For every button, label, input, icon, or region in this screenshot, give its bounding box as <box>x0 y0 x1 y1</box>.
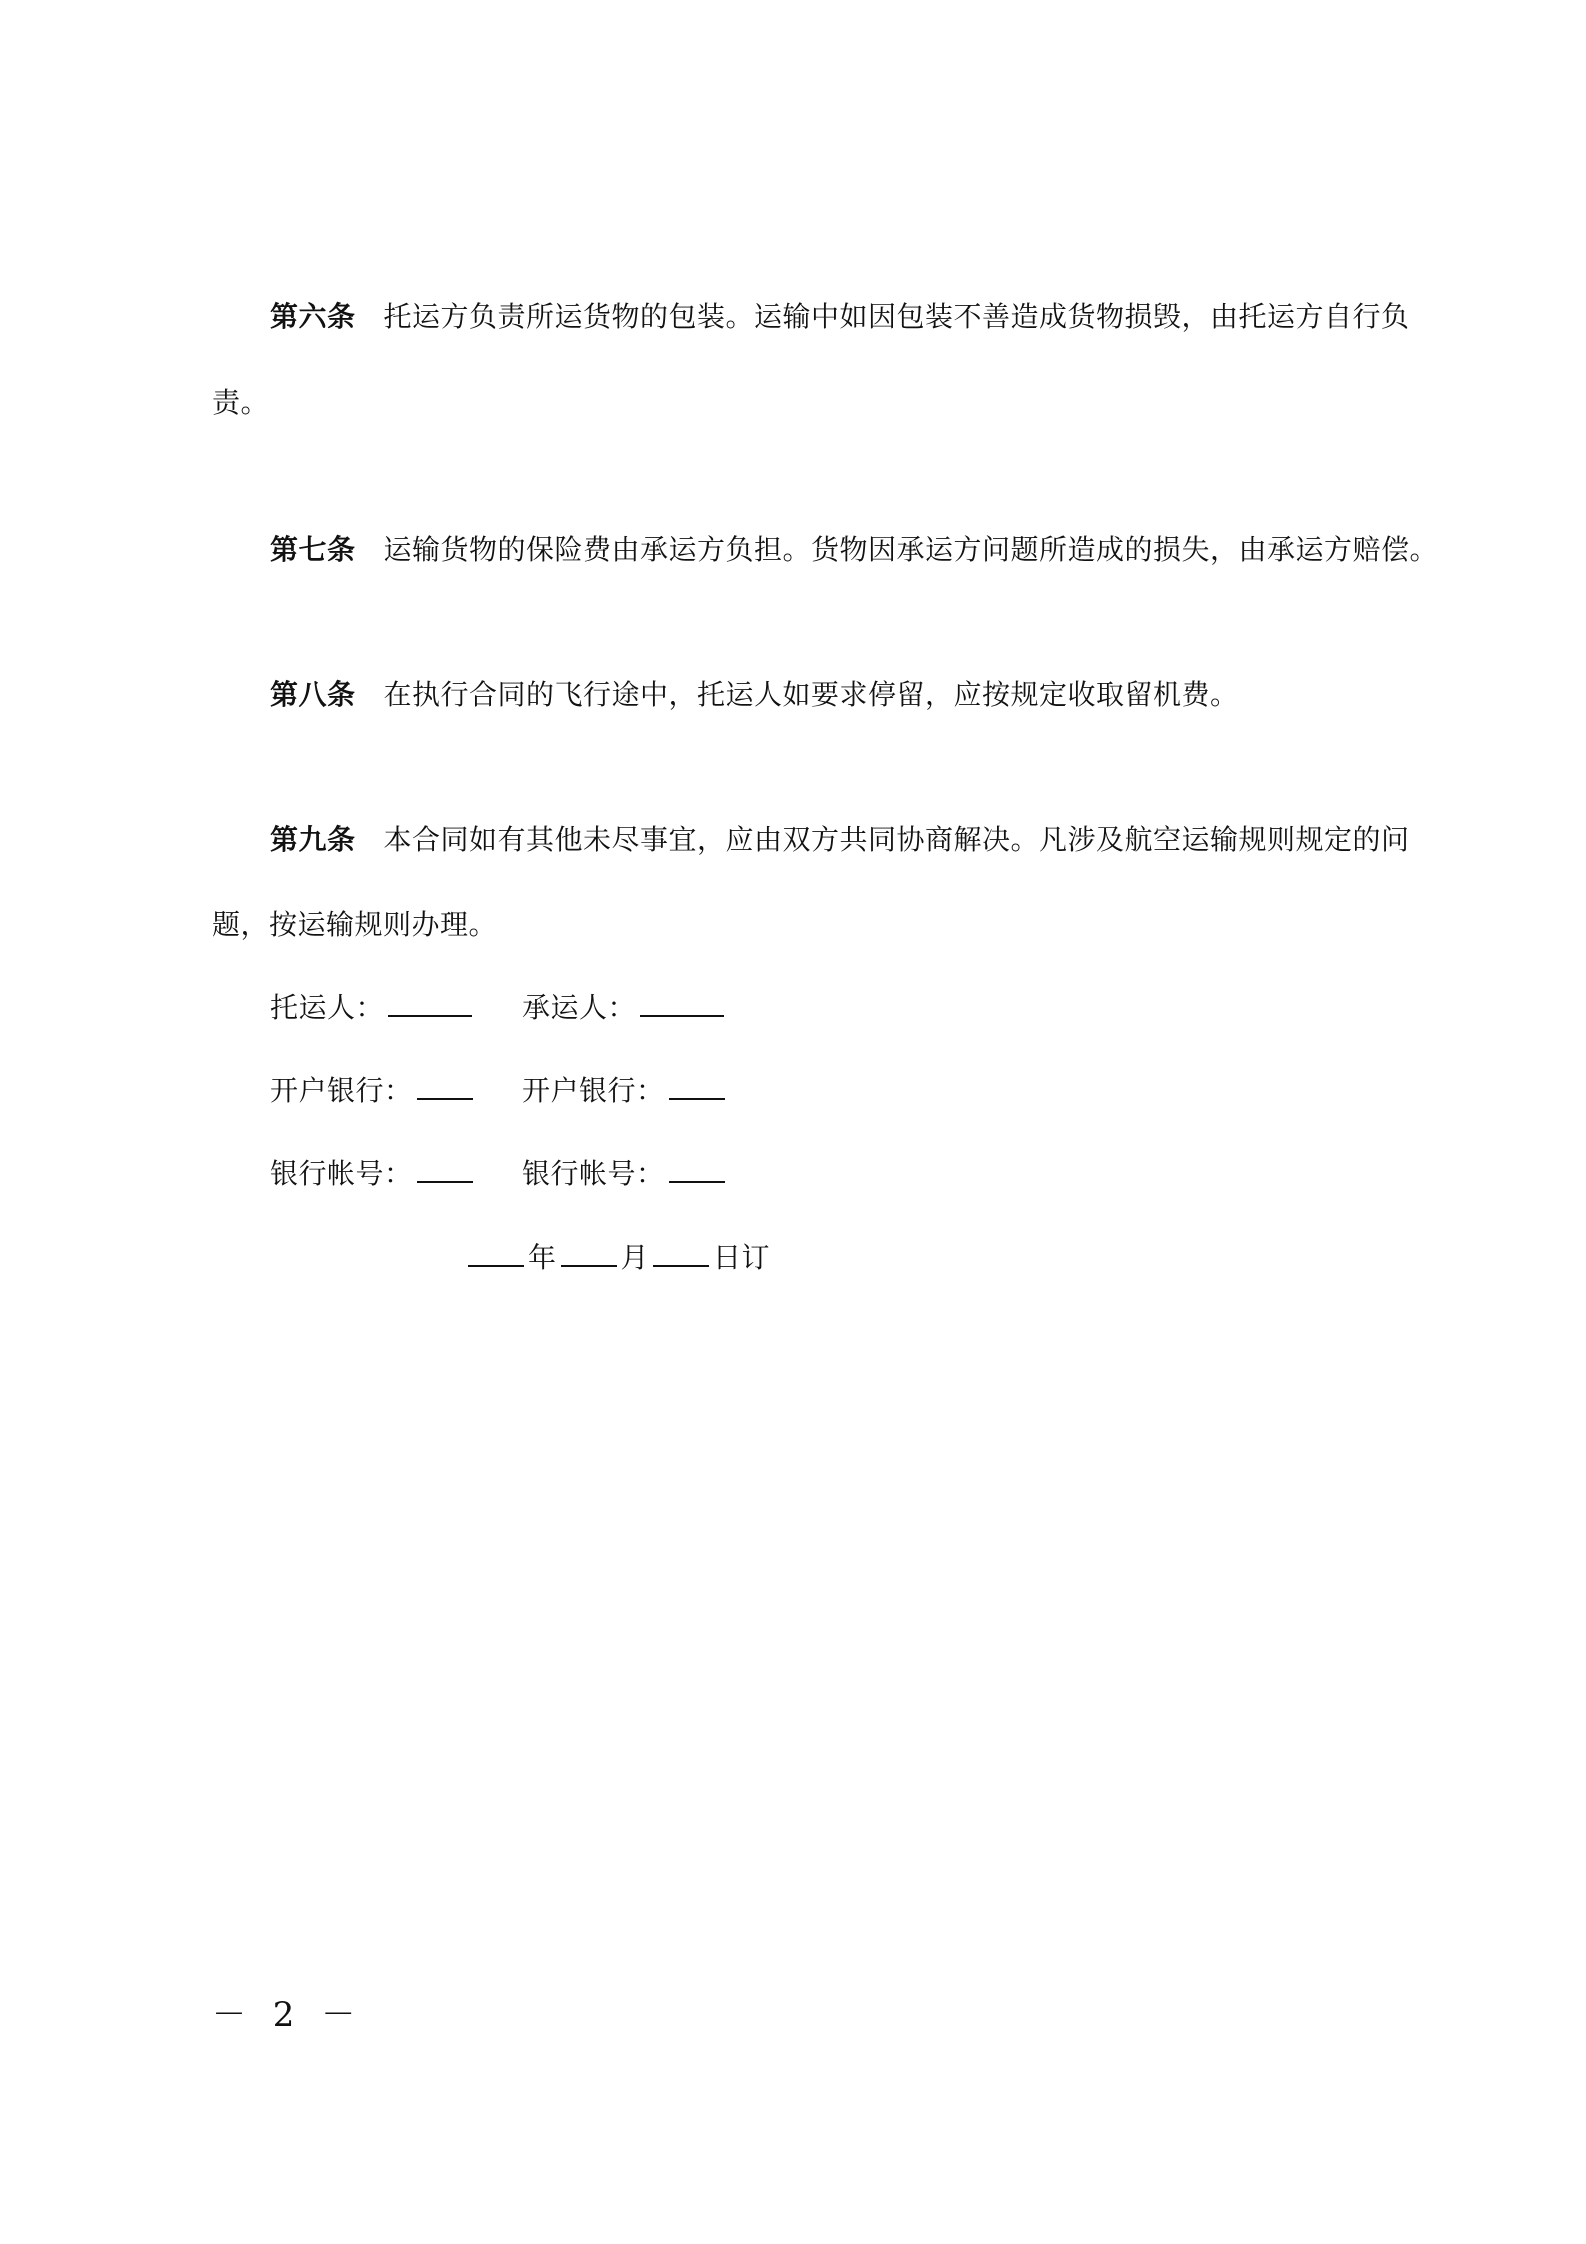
account-right-blank <box>669 1155 725 1183</box>
carrier-blank <box>640 989 724 1017</box>
article-6-line-1 <box>270 297 1410 337</box>
article-8-title: 第八条 <box>270 678 356 711</box>
day-label: 日订 <box>713 1241 771 1274</box>
bank-right-field <box>522 1071 729 1111</box>
account-right-field <box>522 1154 729 1194</box>
year-label: 年 <box>528 1241 557 1274</box>
article-9-title: 第九条 <box>270 823 356 856</box>
bank-left-field <box>270 1071 477 1111</box>
article-9-line-1 <box>270 820 1410 860</box>
bank-left-label: 开户银行： <box>270 1074 413 1107</box>
carrier-field <box>522 988 728 1028</box>
article-6-text-1: 托运方负责所运货物的包装。运输中如因包装不善造成货物损毁，由托运方自行负 <box>383 300 1410 333</box>
article-9-text-2: 题，按运输规则办理。 <box>212 908 498 941</box>
month-blank <box>561 1239 617 1267</box>
article-6-line-2 <box>212 383 269 423</box>
year-blank <box>468 1239 524 1267</box>
day-blank <box>653 1239 709 1267</box>
page-number: － 2 － <box>212 1995 364 2035</box>
carrier-label: 承运人： <box>522 991 637 1024</box>
account-left-field <box>270 1154 477 1194</box>
bank-right-blank <box>669 1072 725 1100</box>
shipper-blank <box>388 989 472 1017</box>
bank-left-blank <box>417 1072 473 1100</box>
article-6-title: 第六条 <box>270 300 356 333</box>
shipper-label: 托运人： <box>270 991 385 1024</box>
article-9-text-1: 本合同如有其他未尽事宜，应由双方共同协商解决。凡涉及航空运输规则规定的问 <box>383 823 1410 856</box>
account-right-label: 银行帐号： <box>522 1157 665 1190</box>
article-7-text-1: 运输货物的保险费由承运方负担。货物因承运方问题所造成的损失，由承运方赔偿。 <box>383 533 1439 566</box>
date-field <box>464 1238 770 1278</box>
bank-right-label: 开户银行： <box>522 1074 665 1107</box>
account-left-label: 银行帐号： <box>270 1157 413 1190</box>
article-7-title: 第七条 <box>270 533 356 566</box>
article-9-line-2 <box>212 905 497 945</box>
account-left-blank <box>417 1155 473 1183</box>
article-8-line-1 <box>270 675 1239 715</box>
month-label: 月 <box>620 1241 650 1274</box>
article-8-text-1: 在执行合同的飞行途中，托运人如要求停留，应按规定收取留机费。 <box>383 678 1239 711</box>
shipper-field <box>270 988 476 1028</box>
article-6-text-2: 责。 <box>212 386 270 419</box>
article-7-line-1 <box>270 530 1438 570</box>
